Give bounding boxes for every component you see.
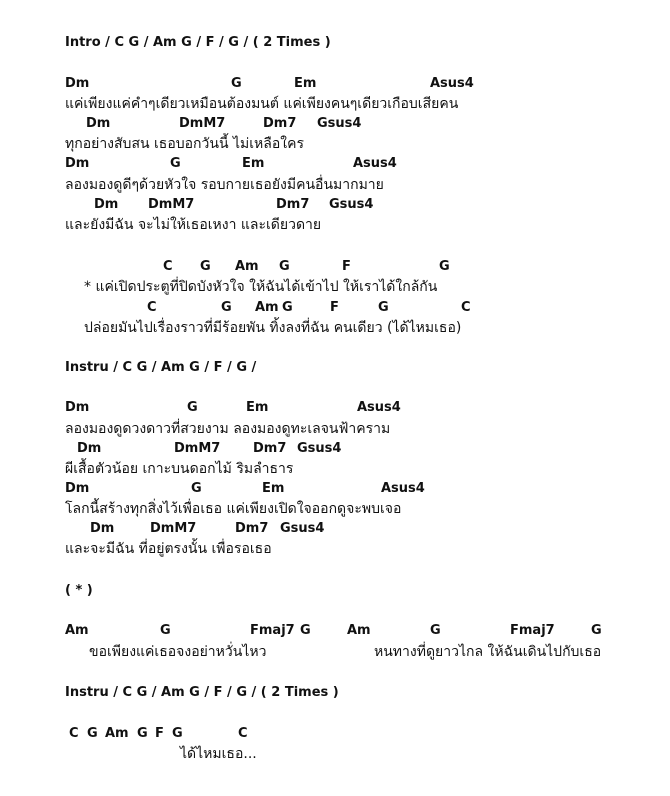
chord-symbol: G: [300, 623, 311, 638]
verse1-lyric-2: ทุกอย่างสับสน เธอบอกวันนี้ ไม่เหลือใคร: [65, 136, 304, 152]
chord-symbol: G: [87, 726, 98, 741]
chord-symbol: Em: [242, 156, 265, 171]
verse1-chords-4: [0, 196, 670, 214]
chord-symbol: Fmaj7: [250, 623, 295, 638]
bridge-lyric-a: ขอเพียงแค่เธอจงอย่าหวั่นไหว: [89, 644, 267, 660]
chord-symbol: Dm: [65, 76, 90, 91]
chord-symbol: C: [69, 726, 79, 741]
verse2-lyric-4: และจะมีฉัน ที่อยู่ตรงนั้น เพื่อรอเธอ: [65, 541, 272, 557]
chord-symbol: Em: [246, 400, 269, 415]
outro-lyric: ได้ไหมเธอ...: [180, 746, 257, 762]
chord-symbol: G: [279, 259, 290, 274]
verse1-lyric-3: ลองมองดูดีๆด้วยหัวใจ รอบกายเธอยังมีคนอื่นมากมาย: [65, 177, 384, 193]
chorus-lyric-2: ปล่อยมันไปเรื่องราวที่มีร้อยพัน ทิ้งลงที่ฉัน คนเดียว (ได้ไหมเธอ): [84, 320, 462, 336]
chord-symbol: Dm: [86, 116, 111, 131]
chord-symbol: DmM7: [174, 441, 221, 456]
bridge-chords: [0, 622, 670, 640]
chord-symbol: C: [238, 726, 248, 741]
chord-symbol: F: [342, 259, 351, 274]
chord-symbol: G: [378, 300, 389, 315]
chord-symbol: G: [172, 726, 183, 741]
chord-symbol: G: [137, 726, 148, 741]
chorus-chords-2: [0, 299, 670, 317]
verse2-chords-1: [0, 399, 670, 417]
chord-symbol: G: [160, 623, 171, 638]
chord-symbol: DmM7: [148, 197, 195, 212]
chord-symbol: Em: [262, 481, 285, 496]
chord-symbol: Am: [255, 300, 279, 315]
verse1-lyric-1: แค่เพียงแค่คำๆเดียวเหมือนต้องมนต์ แค่เพียงคนๆเดียวเกือบเสียคน: [65, 96, 459, 112]
chord-symbol: Dm: [94, 197, 119, 212]
chord-symbol: Am: [347, 623, 371, 638]
chord-symbol: C: [147, 300, 157, 315]
chord-symbol: Asus4: [353, 156, 397, 171]
chord-symbol: Am: [235, 259, 259, 274]
chord-symbol: Fmaj7: [510, 623, 555, 638]
chord-symbol: G: [191, 481, 202, 496]
chord-symbol: DmM7: [150, 521, 197, 536]
chord-symbol: G: [439, 259, 450, 274]
verse1-chords-1: [0, 75, 670, 93]
verse2-lyric-3: โลกนี้สร้างทุกสิ่งไว้เพื่อเธอ แค่เพียงเปิดใจออกดูจะพบเจอ: [65, 501, 402, 517]
chorus-lyric-1: * แค่เปิดประตูที่ปิดบังหัวใจ ให้ฉันได้เข้าไป ให้เราได้ใกล้กัน: [84, 279, 438, 295]
bridge-lyric-b: หนทางที่ดูยาวไกล ให้ฉันเดินไปกับเธอ: [374, 644, 602, 660]
chord-symbol: Dm: [90, 521, 115, 536]
verse2-chords-3: [0, 480, 670, 498]
verse2-lyric-1: ลองมองดูดวงดาวที่สวยงาม ลองมองดูทะเลจนฟ้าคราม: [65, 421, 391, 437]
chord-symbol: G: [591, 623, 602, 638]
chorus-chords-1: [0, 258, 670, 276]
chord-symbol: Em: [294, 76, 317, 91]
chord-symbol: Dm7: [235, 521, 269, 536]
chord-symbol: Dm: [77, 441, 102, 456]
chord-symbol: Gsus4: [329, 197, 374, 212]
chord-symbol: Am: [65, 623, 89, 638]
verse2-lyric-2: ผีเสื้อตัวน้อย เกาะบนดอกไม้ ริมลำธาร: [65, 461, 294, 477]
chord-symbol: Dm7: [276, 197, 310, 212]
chord-symbol: Gsus4: [317, 116, 362, 131]
chord-symbol: C: [461, 300, 471, 315]
chord-symbol: C: [163, 259, 173, 274]
chord-symbol: Am: [105, 726, 129, 741]
chord-symbol: Dm: [65, 400, 90, 415]
verse2-chords-2: [0, 440, 670, 458]
instru-line-2: Instru / C G / Am G / F / G / ( 2 Times ): [65, 685, 339, 700]
outro-chords: [0, 725, 670, 743]
chord-symbol: F: [155, 726, 164, 741]
chord-symbol: G: [282, 300, 293, 315]
verse1-chords-2: [0, 115, 670, 133]
chord-symbol: DmM7: [179, 116, 226, 131]
chord-symbol: Dm7: [253, 441, 287, 456]
chord-symbol: G: [221, 300, 232, 315]
chord-symbol: G: [170, 156, 181, 171]
chord-symbol: F: [330, 300, 339, 315]
chord-symbol: Asus4: [381, 481, 425, 496]
chord-symbol: Dm: [65, 481, 90, 496]
chord-symbol: Dm7: [263, 116, 297, 131]
instru-line-1: Instru / C G / Am G / F / G /: [65, 360, 257, 375]
chord-symbol: G: [187, 400, 198, 415]
chord-symbol: Asus4: [430, 76, 474, 91]
verse2-chords-4: [0, 520, 670, 538]
chord-symbol: Gsus4: [280, 521, 325, 536]
verse1-chords-3: [0, 155, 670, 173]
chord-symbol: G: [430, 623, 441, 638]
chord-symbol: G: [231, 76, 242, 91]
chord-symbol: G: [200, 259, 211, 274]
verse1-lyric-4: และยังมีฉัน จะไม่ให้เธอเหงา และเดียวดาย: [65, 217, 322, 233]
intro-line: Intro / C G / Am G / F / G / ( 2 Times ): [65, 35, 331, 50]
chord-symbol: Dm: [65, 156, 90, 171]
chord-symbol: Asus4: [357, 400, 401, 415]
chord-symbol: Gsus4: [297, 441, 342, 456]
repeat-chorus-marker: ( * ): [65, 583, 93, 598]
